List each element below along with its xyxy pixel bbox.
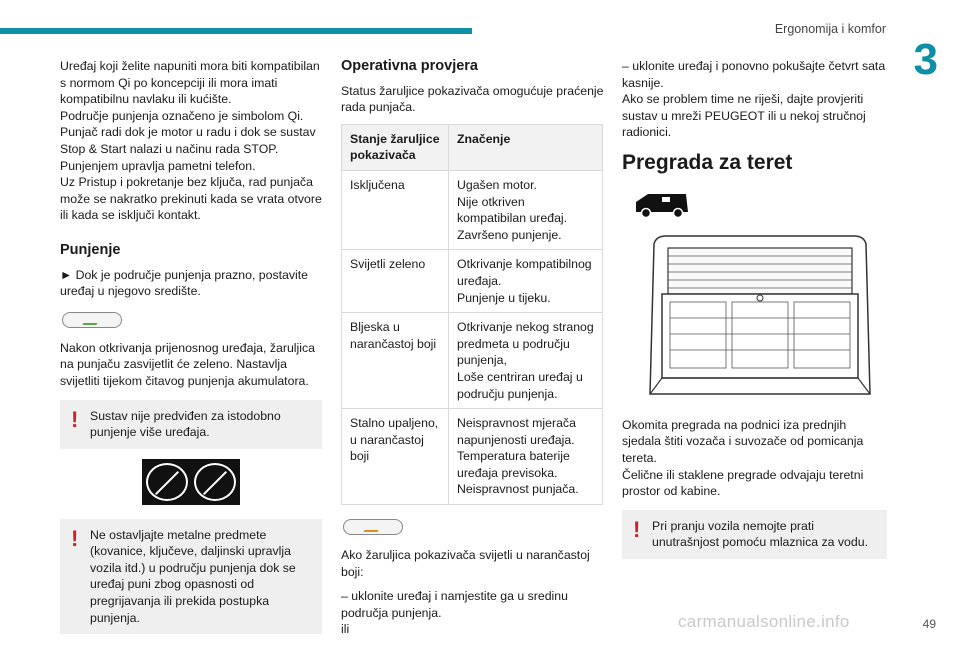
cargo-partition-illustration (646, 234, 874, 402)
continued-text: – uklonite uređaj i ponovno pokušajte četvrt sata kasnije. Ako se problem time ne riješi, dajte provjeriti sustav u mreži PEUGEOT ili u nekoj stručnoj radionici. (622, 59, 886, 140)
table-row (342, 170, 603, 249)
charging-after: Nakon otkrivanja prijenosnog uređaja, žaruljica na punjaču zasvijetlit će zeleno. Nastavlja svijetliti tijekom čitavog punjenja akumulatora. (60, 340, 315, 388)
table-row (342, 313, 603, 409)
partition-description: Okomita pregrada na podnici iza prednjih sjedala štiti vozača i suvozače od pomicanja tereta. Čelične ili staklene pregrade odvajaju teretni prostor od kabine. (622, 417, 864, 499)
warning-icon: ! (71, 525, 79, 551)
van-icon (632, 190, 692, 220)
watermark: carmanualsonline.info (678, 612, 850, 631)
warning-text: Sustav nije predviđen za istodobno punjenje više uređaja. (90, 408, 281, 440)
table-header: Značenje (449, 124, 603, 170)
table-cell: Stalno upaljeno, u narančastoj boji (342, 409, 449, 505)
check-intro: Status žaruljice pokazivača omogućuje praćenje rada punjača. (341, 83, 604, 115)
table-cell: Isključena (342, 170, 449, 249)
section-heading-charging: Punjenje (60, 241, 121, 258)
table-cell: Otkrivanje kompatibilnog uređaja. Punjenje u tijeku. (449, 250, 603, 313)
column-right (622, 58, 887, 569)
warning-icon: ! (71, 406, 79, 432)
charging-step: ► Dok je područje punjenja prazno, postavite uređaj u njegovo središte. (60, 267, 309, 299)
chapter-number: 3 (913, 35, 938, 84)
orange-instruction: Ako žaruljica pokazivača svijetli u narančastoj boji: (341, 548, 590, 579)
section-heading-partition: Pregrada za teret (622, 150, 793, 174)
table-cell: Bljeska u narančastoj boji (342, 313, 449, 409)
table-cell: Neispravnost mjerača napunjenosti uređaja. Temperatura baterije uređaja previsoka. Neispravnost punjača. (449, 409, 603, 505)
charger-indicator-orange-icon (343, 519, 403, 535)
warning-icon: ! (633, 516, 641, 542)
table-cell: Svijetli zeleno (342, 250, 449, 313)
charger-indicator-green-icon (62, 312, 122, 328)
page-number: 49 (922, 617, 936, 631)
warning-box (60, 519, 322, 635)
warning-box (622, 510, 887, 559)
or-text: ili (341, 622, 350, 637)
header-title: Ergonomija i komfor (774, 22, 886, 36)
table-cell: Ugašen motor. Nije otkriven kompatibilan uređaj. Završeno punjenje. (449, 170, 603, 249)
warning-box (60, 400, 322, 449)
column-left (60, 58, 322, 644)
table-header: Stanje žaruljice pokazivača (342, 124, 449, 170)
no-coins-icon (194, 463, 236, 501)
dash-step: – uklonite uređaj i namjestite ga u sredinu područja punjenja. (341, 589, 568, 620)
column-middle (341, 58, 605, 646)
warning-text: Ne ostavljajte metalne predmete (kovanice, ključeve, daljinski upravlja vozila itd.) u području punjenja dok se uređaj puni zbog opasnosti od pregrijavanja ili prekida postupka punjenja. (90, 527, 296, 625)
table-row (342, 250, 603, 313)
intro-text: Uređaj koji želite napuniti mora biti kompatibilan s normom Qi po koncepciji ili mora imati kompatibilnu navlaku ili kućište. Područje punjenja označeno je simbolom Qi. Punjač radi dok je motor u radu i dok se sustav Stop & Start nalazi u načinu rada STOP. Punjenjem upravlja pametni telefon. Uz Pristup i pokretanje bez ključa, rad punjača može se nakratko prekinuti kada se vrata otvore ili kada se isključi kontakt. (60, 59, 322, 223)
prohibited-objects-icons (142, 459, 240, 505)
section-heading-check: Operativna provjera (341, 58, 478, 74)
status-table (341, 124, 603, 505)
header-accent-bar (0, 28, 472, 34)
table-cell: Otkrivanje nekog stranog predmeta u području punjenja, Loše centriran uređaj u području punjenja. (449, 313, 603, 409)
warning-text: Pri pranju vozila nemojte prati unutrašnjost pomoću mlaznica za vodu. (652, 518, 868, 550)
table-row (342, 409, 603, 505)
no-key-icon (146, 463, 188, 501)
